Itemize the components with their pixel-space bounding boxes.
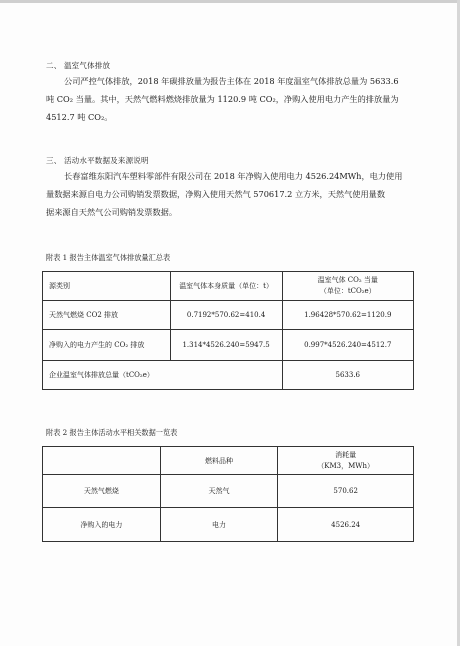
table-2-row-1-fuel: 天然气 — [160, 475, 278, 508]
table-2-caption: 附表 2 报告主体活动水平相关数据一览表 — [46, 428, 178, 437]
table-row — [43, 508, 414, 542]
table-1-total-label: 企业温室气体排放总量（tCO₂e） — [43, 361, 283, 390]
section-3-line-1: 长春富维东阳汽车塑料零部件有限公司在 2018 年净购入使用电力 4526.24MWh，电力使用 — [64, 171, 403, 181]
table-1-row-1-source: 天然气燃烧 CO2 排放 — [43, 301, 171, 330]
section-3-line-2: 量数据来源自电力公司购销发票数据，净购入使用天然气 570617.2 立方米，天然气使用量数 — [46, 189, 386, 199]
section-3-heading: 三、 活动水平数据及来源说明 — [46, 156, 149, 165]
emissions-summary-table — [42, 271, 414, 390]
table-1-row-1-mass: 0.7192*570.62=410.4 — [170, 301, 282, 330]
table-1-total-value: 5633.6 — [282, 361, 413, 390]
table-1-header-row — [43, 272, 414, 301]
table-1-row-2-source: 净购入的电力产生的 CO₂ 排放 — [43, 330, 171, 361]
page-edge-top — [0, 0, 460, 3]
section-3-line-3: 据来源自天然气公司购销发票数据。 — [46, 207, 178, 217]
table-2-header-blank — [43, 447, 161, 475]
table-1-header-co2e — [282, 272, 413, 301]
section-2-heading: 二、 温室气体排放 — [46, 61, 111, 70]
table-row — [43, 475, 414, 508]
table-2-row-1-consumption: 570.62 — [278, 475, 414, 508]
table-2-row-2-consumption: 4526.24 — [278, 508, 414, 542]
table-1-header-mass: 温室气体本身质量（单位：t） — [170, 272, 282, 301]
table-2-header-consumption-line-2: （KM3，MWh） — [317, 461, 375, 470]
table-2-row-2-fuel: 电力 — [160, 508, 278, 542]
table-row — [43, 301, 414, 330]
table-1-row-1-co2e: 1.96428*570.62=1120.9 — [282, 301, 413, 330]
table-1-caption: 附表 1 报告主体温室气体排放量汇总表 — [46, 253, 171, 262]
table-row — [43, 330, 414, 361]
section-2-line-3: 4512.7 吨 CO₂。 — [46, 112, 113, 122]
table-1-header-co2e-line-2: （单位：tCO₂e） — [319, 287, 376, 295]
table-2-header-fuel: 燃料品种 — [160, 447, 278, 475]
table-2-header-row — [43, 447, 414, 475]
table-2-header-consumption — [278, 447, 414, 475]
table-1-header-source: 源类别 — [43, 272, 171, 301]
section-2-line-1: 公司严控气体排放，2018 年碳排放量为报告主体在 2018 年度温室气体排放总量为 5633.6 — [64, 76, 399, 86]
table-2-row-2-source: 净购入的电力 — [43, 508, 161, 542]
section-2-line-2: 吨 CO₂ 当量。其中，天然气燃料燃烧排放量为 1120.9 吨 CO₂，净购入使用电力产生的排放量为 — [46, 94, 399, 104]
table-1-header-co2e-line-1: 温室气体 CO₂ 当量 — [317, 276, 378, 284]
activity-data-table — [42, 446, 414, 542]
table-1-row-2-mass: 1.314*4526.240=5947.5 — [170, 330, 282, 361]
table-1-total-row — [43, 361, 414, 390]
table-2-header-consumption-line-1: 消耗量 — [335, 450, 357, 459]
table-2-row-1-source: 天然气燃烧 — [43, 475, 161, 508]
table-1-row-2-co2e: 0.997*4526.240=4512.7 — [282, 330, 413, 361]
